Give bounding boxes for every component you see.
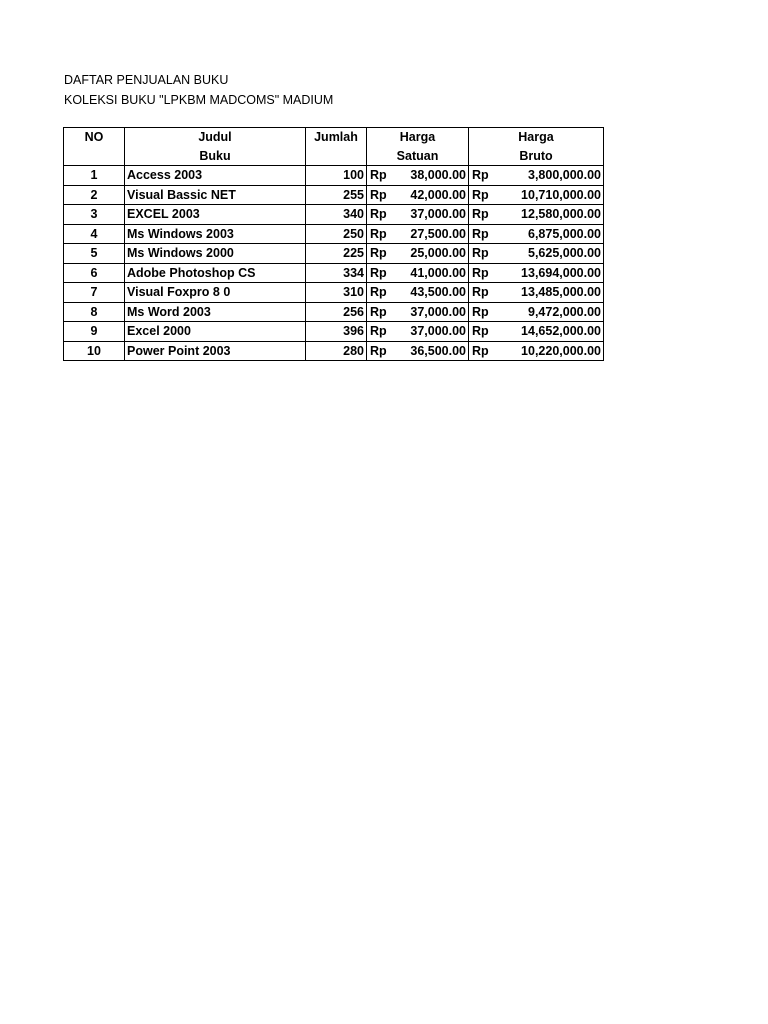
cell-harga-bruto xyxy=(469,244,604,264)
cell-judul: Excel 2000 xyxy=(125,322,306,342)
cell-harga-bruto xyxy=(469,224,604,244)
document-title: DAFTAR PENJUALAN BUKU xyxy=(64,73,229,87)
bruto-value: 3,800,000.00 xyxy=(528,168,601,183)
cell-harga-satuan xyxy=(367,263,469,283)
bruto-value: 10,710,000.00 xyxy=(521,187,601,202)
table-row xyxy=(64,244,604,264)
cell-harga-bruto xyxy=(469,302,604,322)
cell-no: 7 xyxy=(64,283,125,303)
table-row xyxy=(64,263,604,283)
bruto-value: 13,485,000.00 xyxy=(521,285,601,300)
price-value: 25,000.00 xyxy=(410,246,466,261)
price-value: 37,000.00 xyxy=(410,324,466,339)
cell-judul: Ms Word 2003 xyxy=(125,302,306,322)
cell-harga-bruto xyxy=(469,263,604,283)
cell-judul: Power Point 2003 xyxy=(125,341,306,361)
cell-harga-bruto xyxy=(469,185,604,205)
price-value: 42,000.00 xyxy=(410,187,466,202)
bruto-value: 9,472,000.00 xyxy=(528,304,601,319)
price-value: 41,000.00 xyxy=(410,265,466,280)
header-harga-satuan: Harga xyxy=(367,128,469,147)
cell-no: 5 xyxy=(64,244,125,264)
subheader-harga-bruto: Bruto xyxy=(469,147,604,166)
header-jumlah: Jumlah xyxy=(306,128,367,147)
cell-no: 10 xyxy=(64,341,125,361)
currency-label: Rp xyxy=(472,304,489,319)
table-row xyxy=(64,185,604,205)
table-row xyxy=(64,341,604,361)
table-row xyxy=(64,322,604,342)
cell-harga-satuan xyxy=(367,166,469,186)
table-row xyxy=(64,302,604,322)
bruto-value: 12,580,000.00 xyxy=(521,207,601,222)
subheader-judul: Buku xyxy=(125,147,306,166)
table-row xyxy=(64,224,604,244)
cell-judul: Ms Windows 2003 xyxy=(125,224,306,244)
bruto-value: 10,220,000.00 xyxy=(521,343,601,358)
currency-label: Rp xyxy=(370,207,387,222)
cell-jumlah: 340 xyxy=(306,205,367,225)
bruto-value: 14,652,000.00 xyxy=(521,324,601,339)
price-value: 36,500.00 xyxy=(410,343,466,358)
currency-label: Rp xyxy=(370,187,387,202)
currency-label: Rp xyxy=(370,343,387,358)
cell-judul: Visual Bassic NET xyxy=(125,185,306,205)
cell-jumlah: 396 xyxy=(306,322,367,342)
currency-label: Rp xyxy=(370,285,387,300)
cell-judul: EXCEL 2003 xyxy=(125,205,306,225)
currency-label: Rp xyxy=(472,246,489,261)
bruto-value: 13,694,000.00 xyxy=(521,265,601,280)
currency-label: Rp xyxy=(472,226,489,241)
price-value: 37,000.00 xyxy=(410,304,466,319)
cell-judul: Ms Windows 2000 xyxy=(125,244,306,264)
cell-no: 4 xyxy=(64,224,125,244)
cell-harga-bruto xyxy=(469,205,604,225)
header-judul: Judul xyxy=(125,128,306,147)
cell-no: 1 xyxy=(64,166,125,186)
currency-label: Rp xyxy=(472,187,489,202)
cell-jumlah: 255 xyxy=(306,185,367,205)
currency-label: Rp xyxy=(370,265,387,280)
currency-label: Rp xyxy=(472,285,489,300)
document-subtitle: KOLEKSI BUKU "LPKBM MADCOMS" MADIUM xyxy=(64,93,334,107)
table-row xyxy=(64,283,604,303)
cell-judul: Visual Foxpro 8 0 xyxy=(125,283,306,303)
currency-label: Rp xyxy=(472,343,489,358)
currency-label: Rp xyxy=(472,265,489,280)
cell-no: 9 xyxy=(64,322,125,342)
currency-label: Rp xyxy=(370,324,387,339)
cell-no: 3 xyxy=(64,205,125,225)
cell-jumlah: 310 xyxy=(306,283,367,303)
table-subheader-row xyxy=(64,147,604,166)
table-row xyxy=(64,166,604,186)
price-value: 27,500.00 xyxy=(410,226,466,241)
bruto-value: 6,875,000.00 xyxy=(528,226,601,241)
header-harga-bruto: Harga xyxy=(469,128,604,147)
cell-harga-satuan xyxy=(367,224,469,244)
currency-label: Rp xyxy=(472,324,489,339)
price-value: 37,000.00 xyxy=(410,207,466,222)
currency-label: Rp xyxy=(370,226,387,241)
cell-harga-satuan xyxy=(367,302,469,322)
currency-label: Rp xyxy=(472,207,489,222)
cell-judul: Access 2003 xyxy=(125,166,306,186)
bruto-value: 5,625,000.00 xyxy=(528,246,601,261)
cell-judul: Adobe Photoshop CS xyxy=(125,263,306,283)
cell-harga-bruto xyxy=(469,341,604,361)
cell-harga-bruto xyxy=(469,166,604,186)
cell-harga-satuan xyxy=(367,322,469,342)
currency-label: Rp xyxy=(370,304,387,319)
cell-harga-bruto xyxy=(469,322,604,342)
price-value: 38,000.00 xyxy=(410,168,466,183)
cell-jumlah: 250 xyxy=(306,224,367,244)
cell-harga-satuan xyxy=(367,341,469,361)
currency-label: Rp xyxy=(370,168,387,183)
header-no: NO xyxy=(64,128,125,147)
currency-label: Rp xyxy=(472,168,489,183)
sales-table xyxy=(63,127,604,361)
document-header xyxy=(64,70,333,110)
subheader-harga-satuan: Satuan xyxy=(367,147,469,166)
subheader-jumlah xyxy=(306,147,367,166)
subheader-no xyxy=(64,147,125,166)
cell-harga-satuan xyxy=(367,283,469,303)
cell-no: 8 xyxy=(64,302,125,322)
cell-no: 2 xyxy=(64,185,125,205)
price-value: 43,500.00 xyxy=(410,285,466,300)
cell-harga-satuan xyxy=(367,205,469,225)
cell-jumlah: 256 xyxy=(306,302,367,322)
cell-harga-satuan xyxy=(367,185,469,205)
cell-jumlah: 225 xyxy=(306,244,367,264)
table-header-row xyxy=(64,128,604,147)
cell-jumlah: 100 xyxy=(306,166,367,186)
cell-jumlah: 334 xyxy=(306,263,367,283)
cell-harga-satuan xyxy=(367,244,469,264)
cell-no: 6 xyxy=(64,263,125,283)
currency-label: Rp xyxy=(370,246,387,261)
cell-harga-bruto xyxy=(469,283,604,303)
cell-jumlah: 280 xyxy=(306,341,367,361)
table-row xyxy=(64,205,604,225)
